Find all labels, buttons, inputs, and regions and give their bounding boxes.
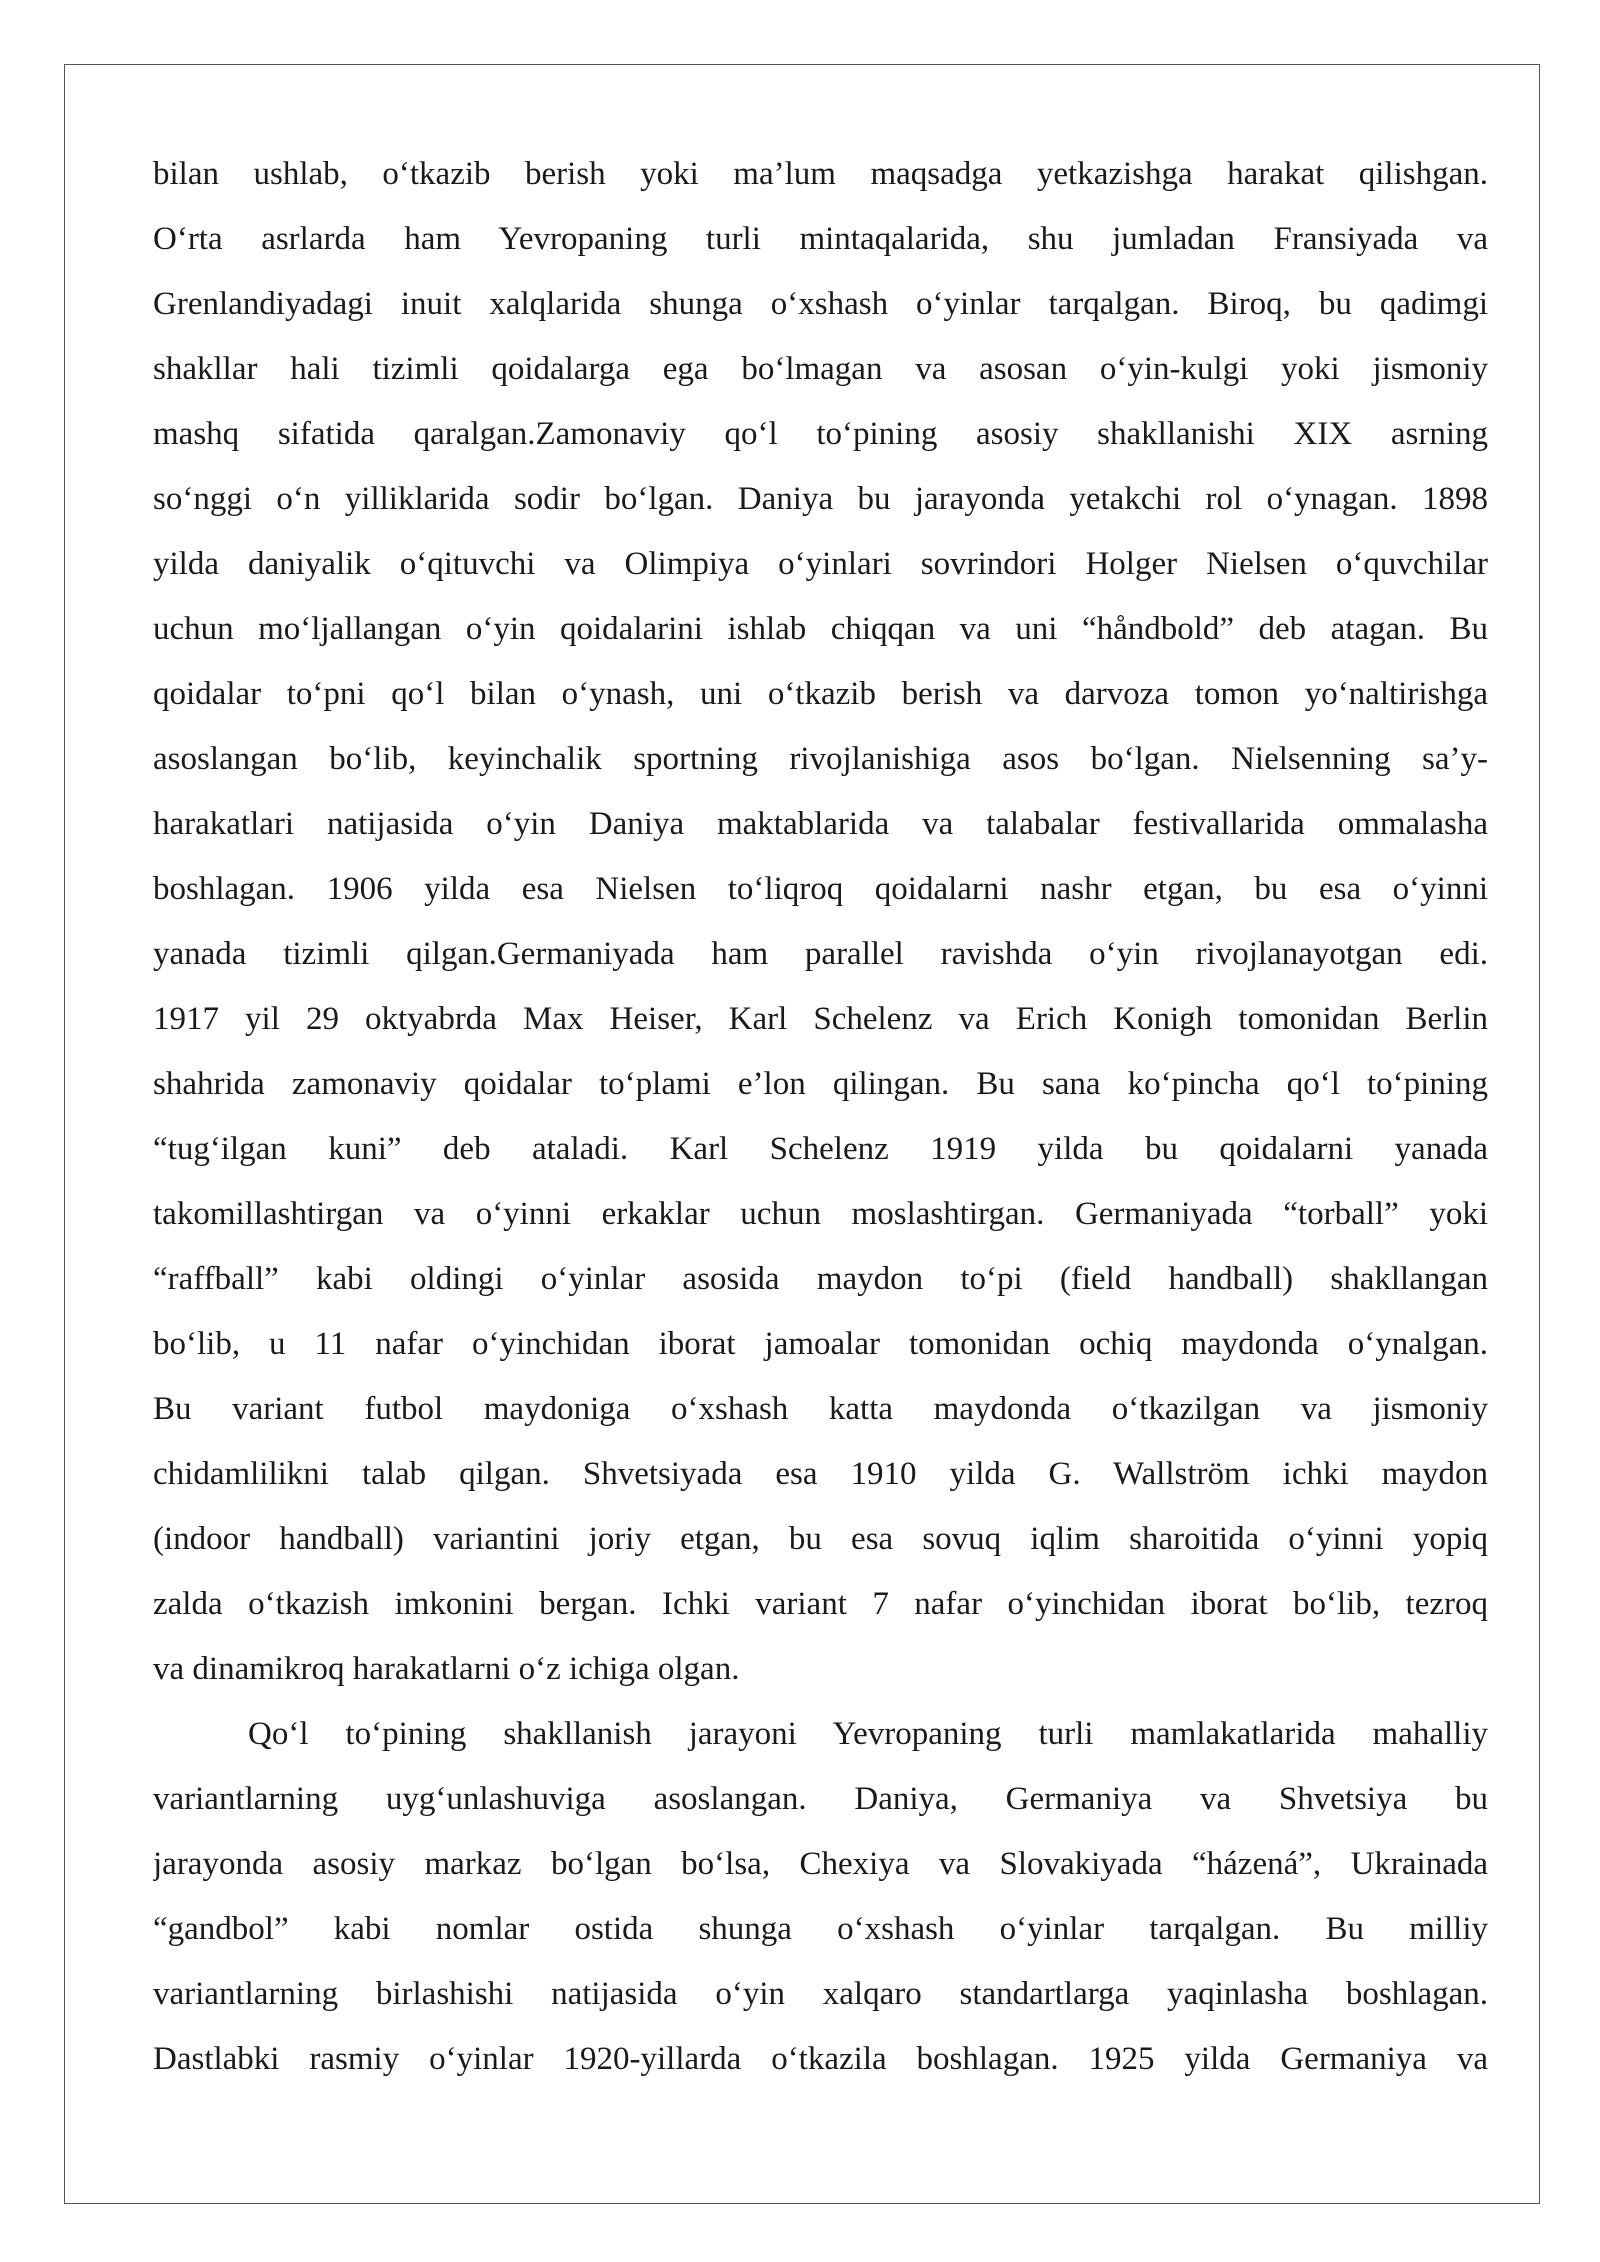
text-line: bilan ushlab, o‘tkazib berish yoki ma’lum maqsadga yetkazishga harakat qilishgan. bbox=[153, 156, 1488, 192]
text-line: shahrida zamonaviy qoidalar to‘plami e’lon qilingan. Bu sana ko‘pincha qo‘l to‘pining bbox=[153, 1066, 1488, 1102]
text-line: “raffball” kabi oldingi o‘yinlar asosida maydon to‘pi (field handball) shakllangan bbox=[153, 1261, 1488, 1297]
text-line: “gandbol” kabi nomlar ostida shunga o‘xshash o‘yinlar tarqalgan. Bu milliy bbox=[153, 1911, 1488, 1947]
text-line: harakatlari natijasida o‘yin Daniya maktablarida va talabalar festivallarida ommalasha bbox=[153, 806, 1488, 842]
text-line: qoidalar to‘pni qo‘l bilan o‘ynash, uni o‘tkazib berish va darvoza tomon yo‘naltirishga bbox=[153, 676, 1488, 712]
text-line: variantlarning birlashishi natijasida o‘yin xalqaro standartlarga yaqinlasha boshlagan. bbox=[153, 1976, 1488, 2012]
text-line: 1917 yil 29 oktyabrda Max Heiser, Karl Schelenz va Erich Konigh tomonidan Berlin bbox=[153, 1001, 1488, 1037]
paragraph-1 bbox=[153, 142, 1488, 1702]
text-line: va dinamikroq harakatlarni o‘z ichiga olgan. bbox=[153, 1651, 740, 1687]
text-line: takomillashtirgan va o‘yinni erkaklar uchun moslashtirgan. Germaniyada “torball” yoki bbox=[153, 1196, 1488, 1232]
text-line: uchun mo‘ljallangan o‘yin qoidalarini ishlab chiqqan va uni “håndbold” deb atagan. Bu bbox=[153, 611, 1488, 647]
document-body bbox=[153, 142, 1488, 2092]
text-line: bo‘lib, u 11 nafar o‘yinchidan iborat jamoalar tomonidan ochiq maydonda o‘ynalgan. bbox=[153, 1326, 1488, 1362]
text-line: variantlarning uyg‘unlashuviga asoslangan. Daniya, Germaniya va Shvetsiya bu bbox=[153, 1781, 1488, 1817]
text-line: asoslangan bo‘lib, keyinchalik sportning rivojlanishiga asos bo‘lgan. Nielsenning sa’y- bbox=[153, 741, 1488, 777]
text-line: Dastlabki rasmiy o‘yinlar 1920-yillarda o‘tkazila boshlagan. 1925 yilda Germaniya va bbox=[153, 2041, 1488, 2077]
text-line: Bu variant futbol maydoniga o‘xshash katta maydonda o‘tkazilgan va jismoniy bbox=[153, 1391, 1488, 1427]
text-line: yanada tizimli qilgan.Germaniyada ham parallel ravishda o‘yin rivojlanayotgan edi. bbox=[153, 936, 1488, 972]
text-line: boshlagan. 1906 yilda esa Nielsen to‘liqroq qoidalarni nashr etgan, bu esa o‘yinni bbox=[153, 871, 1488, 907]
text-line: zalda o‘tkazish imkonini bergan. Ichki variant 7 nafar o‘yinchidan iborat bo‘lib, tezroq bbox=[153, 1586, 1488, 1622]
text-line: (indoor handball) variantini joriy etgan, bu esa sovuq iqlim sharoitida o‘yinni yopiq bbox=[153, 1521, 1488, 1557]
text-line: O‘rta asrlarda ham Yevropaning turli mintaqalarida, shu jumladan Fransiyada va bbox=[153, 221, 1488, 257]
text-line: yilda daniyalik o‘qituvchi va Olimpiya o‘yinlari sovrindori Holger Nielsen o‘quvchilar bbox=[153, 546, 1488, 582]
text-line: Grenlandiyadagi inuit xalqlarida shunga o‘xshash o‘yinlar tarqalgan. Biroq, bu qadimgi bbox=[153, 286, 1488, 322]
text-line: mashq sifatida qaralgan.Zamonaviy qo‘l to‘pining asosiy shakllanishi XIX asrning bbox=[153, 416, 1488, 452]
text-line: shakllar hali tizimli qoidalarga ega bo‘lmagan va asosan o‘yin-kulgi yoki jismoniy bbox=[153, 351, 1488, 387]
text-line: jarayonda asosiy markaz bo‘lgan bo‘lsa, Chexiya va Slovakiyada “házená”, Ukrainada bbox=[153, 1846, 1488, 1882]
text-line: chidamlilikni talab qilgan. Shvetsiyada esa 1910 yilda G. Wallström ichki maydon bbox=[153, 1456, 1488, 1492]
text-line: so‘nggi o‘n yilliklarida sodir bo‘lgan. Daniya bu jarayonda yetakchi rol o‘ynagan. 1898 bbox=[153, 481, 1488, 517]
text-line: Qo‘l to‘pining shakllanish jarayoni Yevropaning turli mamlakatlarida mahalliy bbox=[248, 1716, 1488, 1752]
paragraph-2 bbox=[153, 1702, 1488, 2092]
text-line: “tug‘ilgan kuni” deb ataladi. Karl Schelenz 1919 yilda bu qoidalarni yanada bbox=[153, 1131, 1488, 1167]
